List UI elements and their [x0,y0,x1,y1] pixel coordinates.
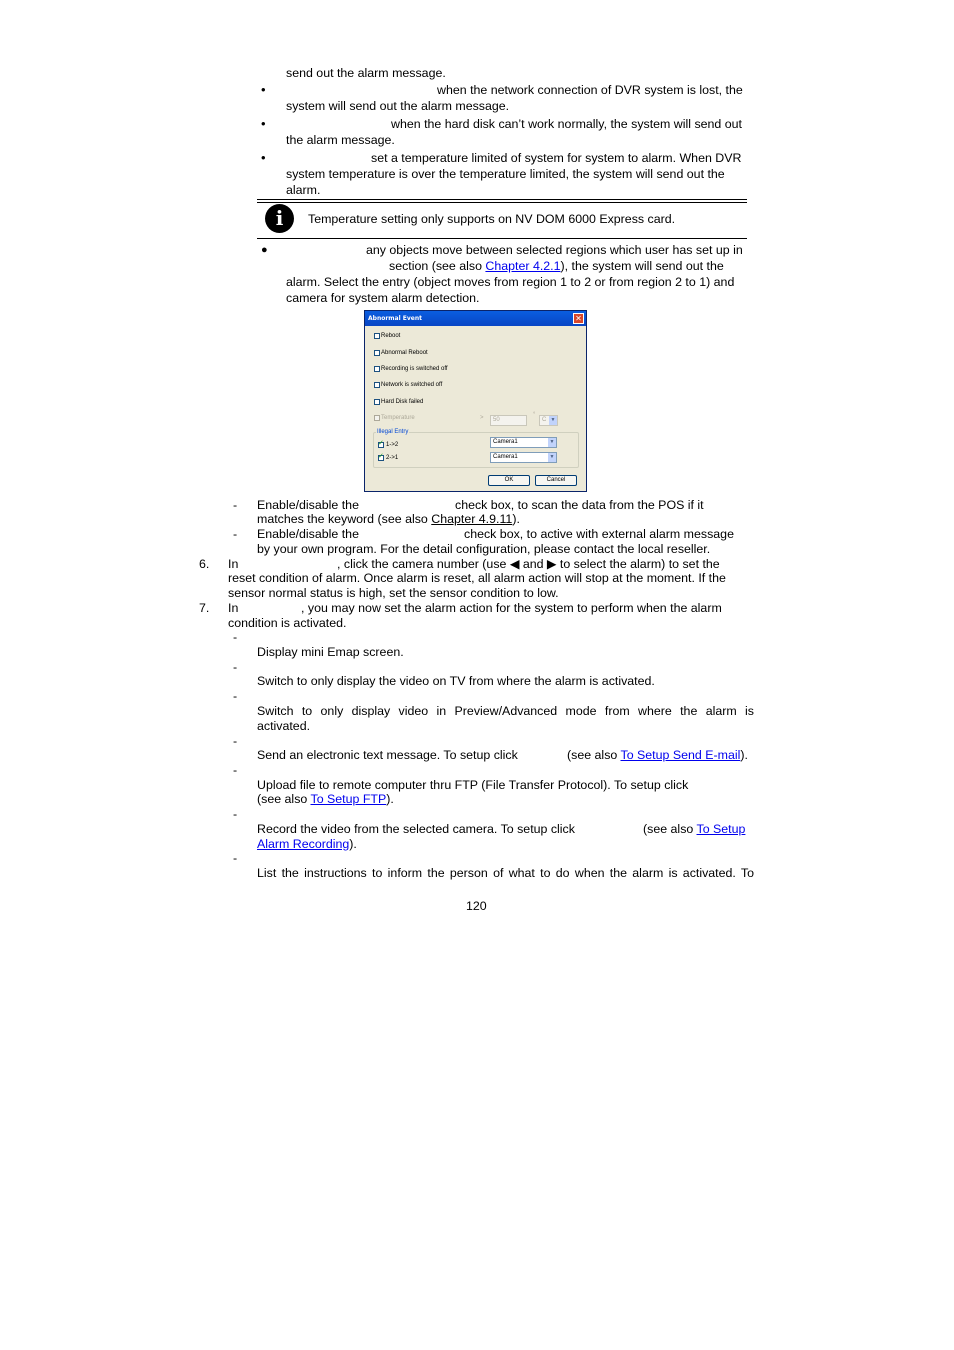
continuation-text: send out the alarm message. [286,66,446,80]
note-text: Temperature setting only supports on NV DOM 6000 Express card. [308,212,676,226]
illegal-entry-legend: Illegal Entry [377,429,409,435]
setup-alarm-recording-link[interactable]: To Setup [696,822,746,836]
chevron-down-icon: ▼ [550,417,556,423]
dash: - [233,734,238,748]
note-rule-bottom [257,238,747,239]
bullet-hdd-text-2: the alarm message. [286,133,395,147]
dash: - [233,689,238,703]
chapter-4-9-11-link[interactable]: Chapter 4.9.11 [431,512,513,526]
dash: - [233,851,238,865]
info-icon: i [265,204,294,233]
pos-keyword-text: matches the keyword (see also Chapter 4.9.11). [257,512,520,526]
external-enable-text: Enable/disable the [257,527,359,541]
temperature-degree: ° [533,412,536,418]
step-7-in: In [228,601,239,615]
step-6-text-3: sensor normal status is high, set the sensor condition to low. [228,586,559,600]
reboot-label: Reboot [381,333,401,339]
step-6-text-2: reset condition of alarm. Once alarm is reset, all alarm action will stop at the moment. If the [228,571,726,585]
temperature-label: Temperature [381,415,415,421]
page-number: 120 [466,899,487,913]
setup-ftp-link[interactable]: To Setup FTP [310,792,387,806]
action-preview-text: Switch to only display video in Preview/Advanced mode from where the alarm is [257,704,754,718]
bullet: • [261,150,266,165]
network-off-label: Network is switched off [381,382,443,388]
temperature-value-field[interactable]: 50 [490,415,527,426]
cancel-button[interactable]: Cancel [535,475,577,486]
entry-2-1-label: 2->1 [386,455,399,461]
bullet-network-text-2: system will send out the alarm message. [286,99,510,113]
external-detail-text: by your own program. For the detail configuration, please contact the local reseller. [257,542,711,556]
action-ftp-text: Upload file to remote computer thru FTP (File Transfer Protocol). To setup click [257,778,689,792]
entry-1-2-checkbox[interactable] [378,442,384,448]
entry-1-2-label: 1->2 [386,442,399,448]
setup-email-link[interactable]: To Setup Send E-mail [620,748,741,762]
network-off-checkbox[interactable] [374,382,380,388]
step-7-text-2: condition is activated. [228,616,347,630]
action-tv-text: Switch to only display the video on TV from where the alarm is activated. [257,674,655,688]
action-record-see-also: (see also To Setup [643,822,746,836]
temperature-unit-select[interactable]: C ▼ [539,415,558,426]
bullet-temperature-text-3: alarm. [286,183,321,197]
recording-off-label: Recording is switched off [381,366,448,372]
abnormal-reboot-checkbox[interactable] [374,350,380,356]
step-6-number: 6. [199,557,210,571]
entry-2-1-checkbox[interactable] [378,455,384,461]
ok-button[interactable]: OK [488,475,530,486]
external-checkbox-text: check box, to active with external alarm message [464,527,734,541]
hdd-failed-checkbox[interactable] [374,399,380,405]
entry-2-1-camera-select[interactable]: Camera1 ▼ [490,452,557,463]
bullet-motion-text-3: alarm. Select the entry (object moves from region 1 to 2 or from region 2 to 1) and [286,275,735,289]
step-6-in: In [228,557,239,571]
action-emap-text: Display mini Emap screen. [257,645,404,659]
action-preview-text-2: activated. [257,719,311,733]
step-6-text: , click the camera number (use ◀ and ▶ to select the alarm) to set the [337,557,720,571]
step-7-number: 7. [199,601,210,615]
dash: - [233,763,238,777]
temperature-checkbox[interactable] [374,415,380,421]
entry-1-2-camera-select[interactable]: Camera1 ▼ [490,437,557,448]
action-email-text: Send an electronic text message. To setup click [257,748,518,762]
hdd-failed-label: Hard Disk failed [381,399,424,405]
bullet: • [261,82,266,97]
bullet: • [261,116,266,131]
chevron-down-icon: ▼ [549,454,555,460]
dash: - [233,807,238,821]
pos-checkbox-text: check box, to scan the data from the POS if it [455,498,704,512]
step-7-text: , you may now set the alarm action for the system to perform when the alarm [301,601,722,615]
bullet-temperature-text: set a temperature limited of system for system to alarm. When DVR [371,151,742,165]
greater-than-label: > [480,415,484,421]
action-record-see-also-2: Alarm Recording). [257,837,357,851]
chapter-4-2-1-link[interactable]: Chapter 4.2.1 [485,259,561,273]
bullet-temperature-text-2: system temperature is over the temperature limited, the system will send out the [286,167,725,181]
bullet-motion-text-4: camera for system alarm detection. [286,291,480,305]
action-ftp-see-also: (see also To Setup FTP). [257,792,394,806]
bullet-network-text: when the network connection of DVR system is lost, the [437,83,743,97]
dash: - [233,660,238,674]
abnormal-reboot-label: Abnormal Reboot [381,350,428,356]
note-rule-top [257,199,747,200]
dialog-title: Abnormal Event [365,311,586,326]
bullet-hdd-text: when the hard disk can’t work normally, the system will send out [391,117,742,131]
recording-off-checkbox[interactable] [374,366,380,372]
action-instruction-text: List the instructions to inform the person of what to do when the alarm is activated. To [257,866,754,880]
setup-alarm-recording-link-2[interactable]: Alarm Recording [257,837,350,851]
bullet-motion-text: any objects move between selected regions which user has set up in [366,243,743,257]
note-rule-top-2 [257,202,747,203]
dash: - [233,527,238,541]
dash: - [233,498,238,512]
close-icon[interactable]: ✕ [573,313,584,324]
bullet: ● [261,244,268,256]
bullet-motion-text-2: section (see also Chapter 4.2.1), the system will send out the [389,259,724,273]
action-email-see-also: (see also To Setup Send E-mail). [567,748,748,762]
action-record-text: Record the video from the selected camera. To setup click [257,822,575,836]
pos-enable-text: Enable/disable the [257,498,359,512]
dash: - [233,630,238,644]
reboot-checkbox[interactable] [374,333,380,339]
chevron-down-icon: ▼ [549,439,555,445]
